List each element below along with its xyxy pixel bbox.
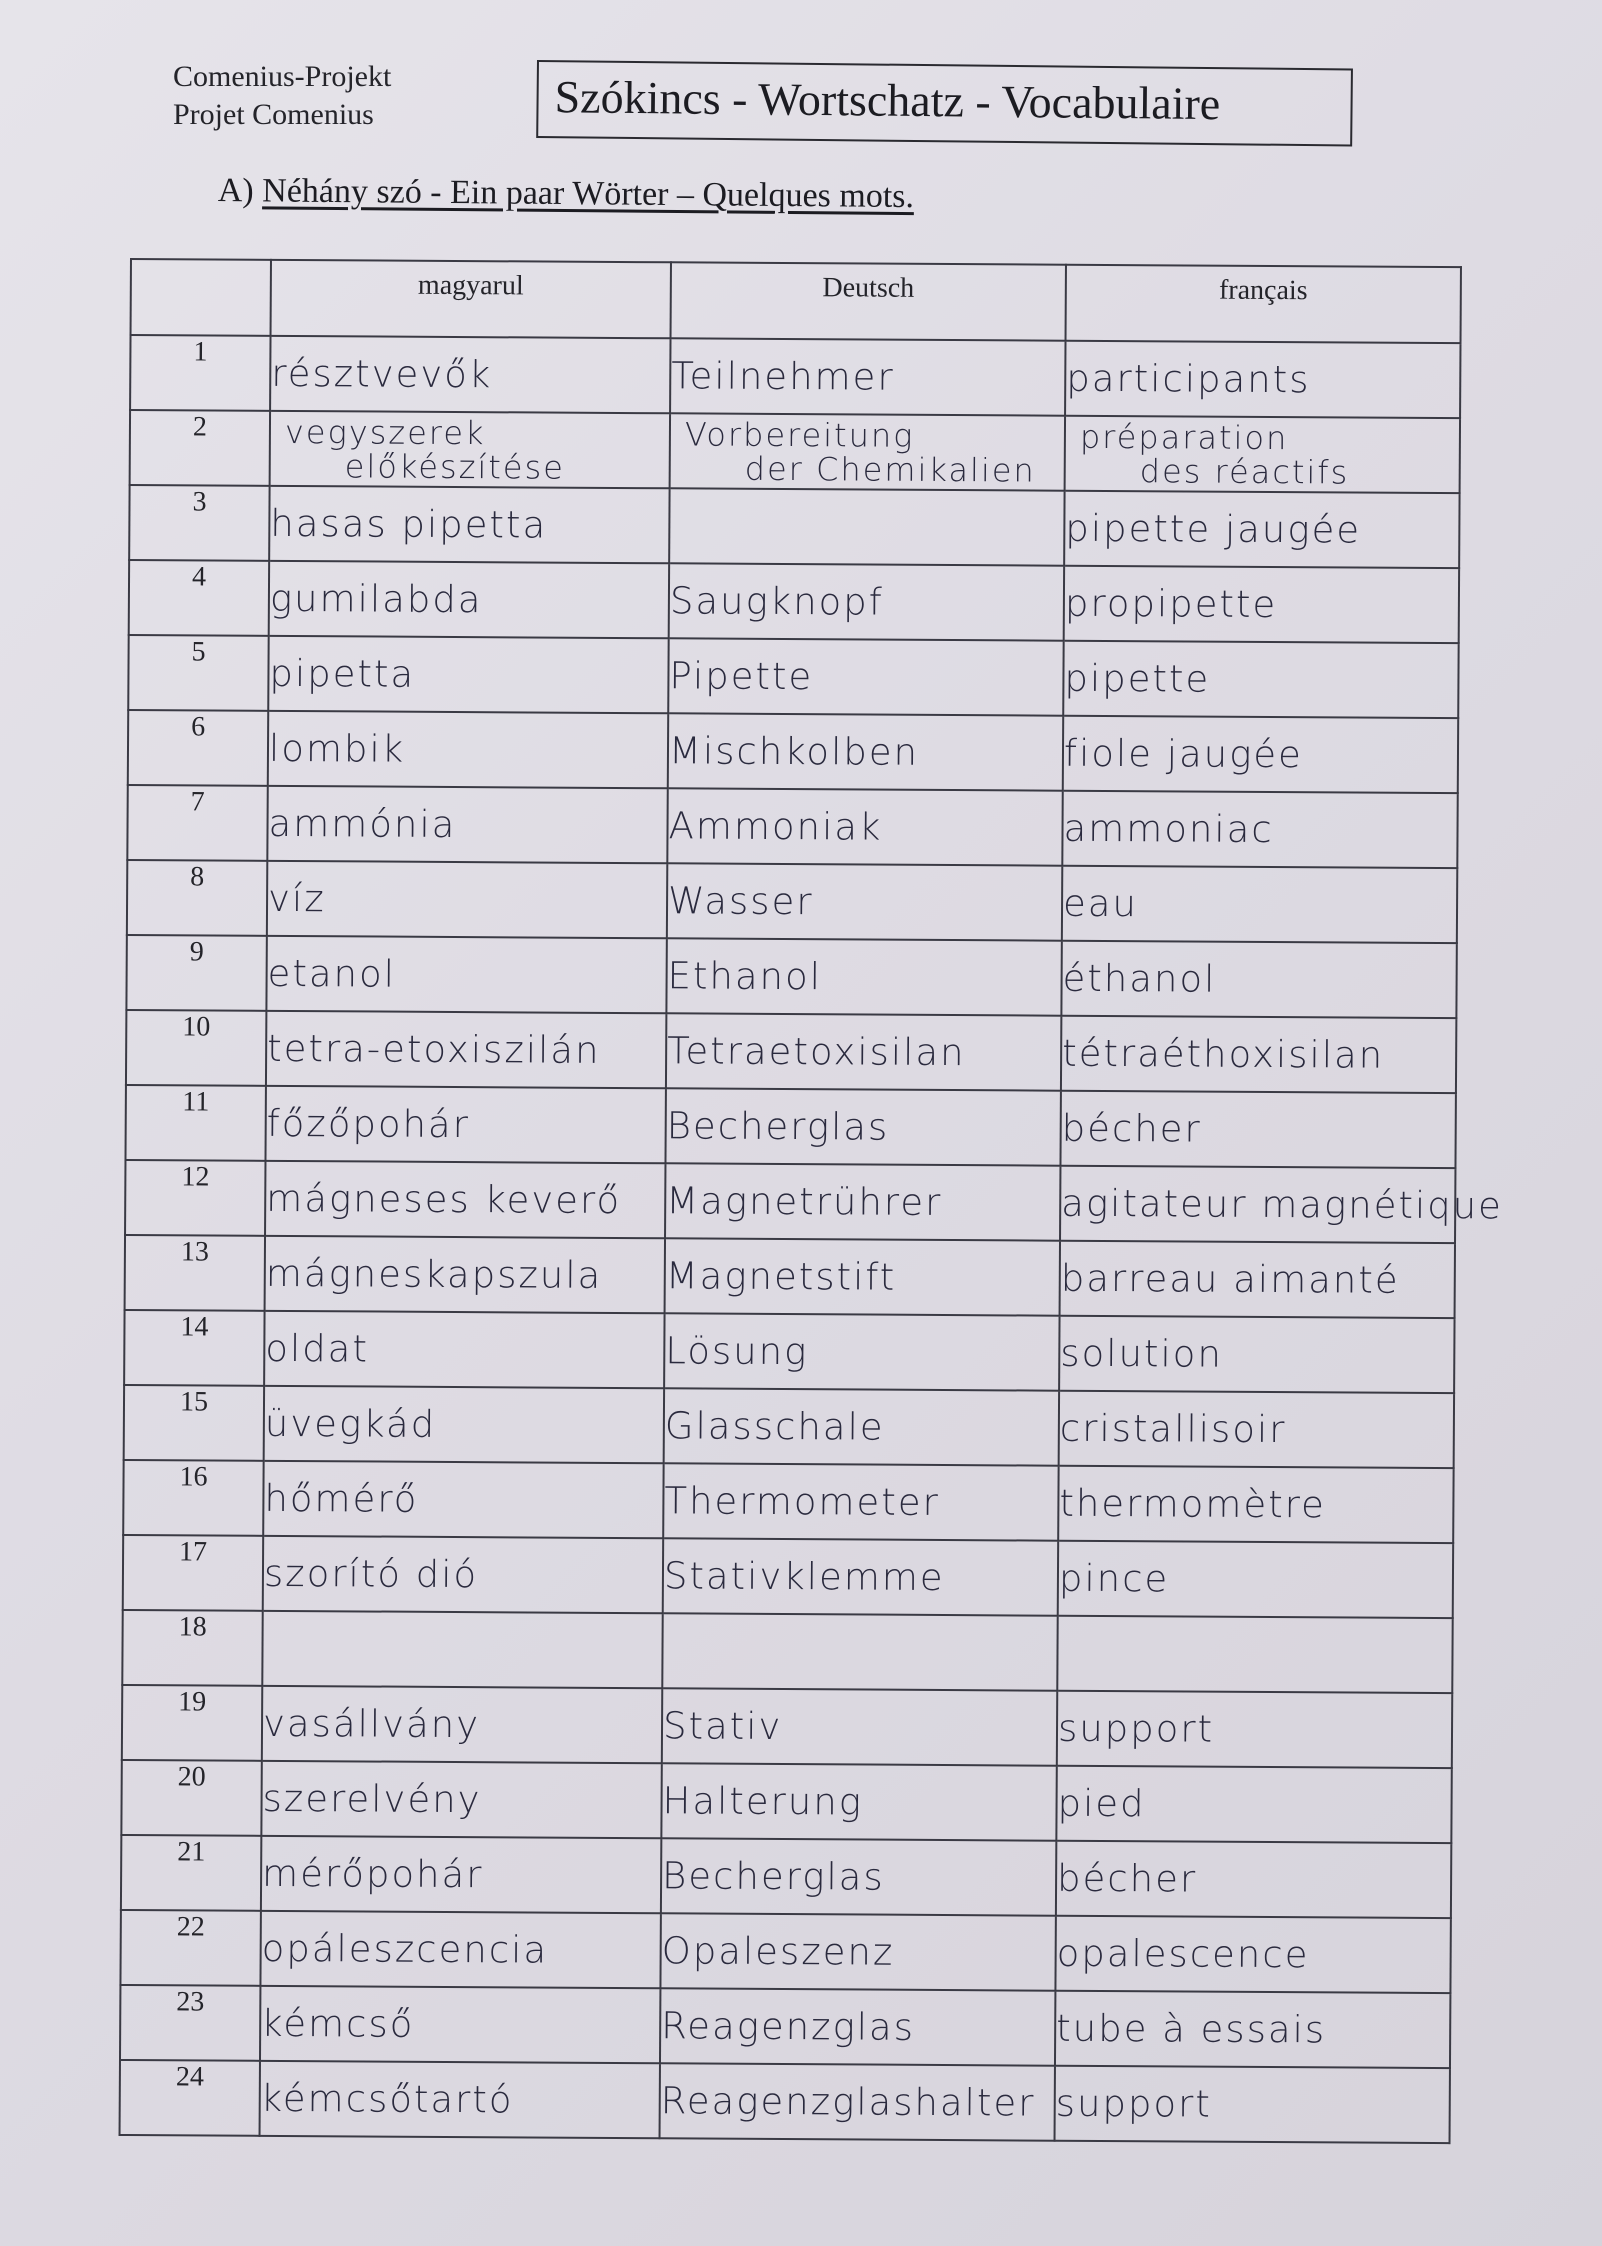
french-term: ammoniac [1062, 791, 1457, 868]
french-term: eau [1062, 866, 1457, 943]
german-term: Pipette [668, 638, 1063, 715]
hungarian-term: mágneskapszula [265, 1236, 665, 1313]
french-term: bécher [1056, 1841, 1451, 1918]
row-number: 17 [123, 1535, 263, 1611]
hungarian-term: lombik [268, 711, 668, 788]
french-term: éthanol [1061, 941, 1456, 1018]
hungarian-term: hasas pipetta [269, 486, 669, 563]
french-term: agitateur magnétique [1060, 1166, 1455, 1243]
german-term: Becherglas [665, 1088, 1060, 1165]
header-hungarian: magyarul [271, 260, 671, 338]
hungarian-term: főzőpohár [265, 1086, 665, 1163]
german-term: Reagenzglashalter [660, 2063, 1055, 2140]
hungarian-term: víz [267, 861, 667, 938]
table-row [126, 935, 1456, 1018]
vocabulary-table [119, 258, 1504, 2144]
french-term: propipette [1064, 566, 1459, 643]
row-number: 16 [123, 1460, 263, 1536]
german-term: Lösung [664, 1313, 1059, 1390]
project-line-1: Comenius-Projekt [173, 60, 392, 93]
french-term: participants [1065, 341, 1460, 418]
german-term-line-1: Vorbereitung [684, 414, 915, 455]
hungarian-term: mágneses keverő [265, 1161, 665, 1238]
page-title: Szókincs - Wortschatz - Vocabulaire [554, 71, 1221, 130]
hungarian-term: kémcső [260, 1986, 660, 2063]
row-number: 15 [124, 1385, 264, 1461]
row-number: 2 [130, 410, 270, 486]
german-term: Magnetstift [665, 1238, 1060, 1315]
german-term: Stativ [662, 1688, 1057, 1765]
hungarian-term: opáleszcencia [260, 1911, 660, 1988]
german-term: Mischkolben [668, 713, 1063, 790]
german-term: Thermometer [663, 1463, 1058, 1540]
row-number: 11 [125, 1085, 265, 1161]
german-term: Tetraetoxisilan [666, 1013, 1061, 1090]
row-number: 22 [120, 1910, 260, 1986]
row-number: 4 [129, 560, 269, 636]
section-marker: A) [217, 172, 254, 210]
row-number: 5 [128, 635, 268, 711]
french-term: pipette jaugée [1064, 491, 1459, 568]
table-row [129, 560, 1459, 643]
table-row [124, 1310, 1454, 1393]
table-row [122, 1610, 1452, 1693]
german-term: Magnetrührer [665, 1163, 1060, 1240]
table-row [123, 1535, 1453, 1618]
hungarian-term: vasállvány [262, 1686, 662, 1763]
row-number: 24 [120, 2060, 260, 2136]
table-row [120, 1985, 1450, 2068]
hungarian-term [262, 1611, 662, 1688]
row-number: 9 [126, 935, 266, 1011]
row-number: 10 [126, 1010, 266, 1086]
french-term: pince [1058, 1541, 1453, 1618]
german-term: Opaleszenz [660, 1913, 1055, 1990]
german-term: Glasschale [664, 1388, 1059, 1465]
hungarian-term: hőmérő [263, 1461, 663, 1538]
german-term: Teilnehmer [670, 338, 1065, 415]
hungarian-term-line-2: előkészítése [344, 446, 566, 487]
row-number: 8 [127, 860, 267, 936]
table-row [130, 410, 1460, 493]
french-term: support [1055, 2066, 1450, 2143]
row-number: 1 [130, 335, 270, 411]
hungarian-term: szerelvény [261, 1761, 661, 1838]
table-row [126, 1010, 1456, 1093]
table-row [127, 785, 1457, 868]
french-term: tétraéthoxisilan [1061, 1016, 1456, 1093]
german-term: Halterung [661, 1763, 1056, 1840]
section-heading-text: Néhány szó - Ein paar Wörter – Quelques mots. [262, 172, 915, 216]
german-term: Ethanol [666, 938, 1061, 1015]
german-term [662, 1613, 1057, 1690]
french-term: barreau aimanté [1060, 1241, 1455, 1318]
title-box [536, 60, 1353, 147]
french-term [1057, 1616, 1452, 1693]
row-number: 12 [125, 1160, 265, 1236]
german-term [670, 413, 1065, 490]
french-term: pipette [1063, 641, 1458, 718]
hungarian-term: oldat [264, 1311, 664, 1388]
vocabulary-table-wrap [119, 258, 1504, 2144]
table-row [125, 1235, 1455, 1318]
hungarian-term-line-1: vegyszerek [284, 412, 486, 452]
table-row [120, 2060, 1450, 2143]
french-term-line-1: préparation [1079, 417, 1289, 457]
hungarian-term: üvegkád [264, 1386, 664, 1463]
hungarian-term: gumilabda [269, 561, 669, 638]
header-german: Deutsch [671, 262, 1066, 340]
french-term: cristallisoir [1059, 1391, 1454, 1468]
table-row [121, 1760, 1451, 1843]
table-row [120, 1910, 1450, 1993]
table-row [128, 710, 1458, 793]
row-number: 19 [122, 1685, 262, 1761]
hungarian-term: tetra-etoxiszilán [266, 1011, 666, 1088]
french-term: opalescence [1055, 1916, 1450, 1993]
french-term: tube à essais [1055, 1991, 1450, 2068]
french-term: solution [1059, 1316, 1454, 1393]
table-header-row [131, 259, 1461, 343]
french-term [1065, 416, 1460, 493]
hungarian-term: pipetta [268, 636, 668, 713]
german-term: Saugknopf [669, 563, 1064, 640]
hungarian-term: résztvevők [270, 336, 670, 413]
table-body [120, 335, 1504, 2143]
table-row [124, 1385, 1454, 1468]
project-line-2: Projet Comenius [173, 98, 374, 131]
french-term: pied [1056, 1766, 1451, 1843]
row-number: 3 [129, 485, 269, 561]
table-row [129, 485, 1459, 568]
row-number: 14 [124, 1310, 264, 1386]
german-term: Reagenzglas [660, 1988, 1055, 2065]
table-row [122, 1685, 1452, 1768]
german-term: Stativklemme [663, 1538, 1058, 1615]
hungarian-term: kémcsőtartó [260, 2061, 660, 2138]
table-row [125, 1085, 1455, 1168]
german-term-line-2: der Chemikalien [744, 449, 1036, 490]
row-number: 23 [120, 1985, 260, 2061]
table-row [125, 1160, 1455, 1243]
table-row [128, 635, 1458, 718]
row-number: 21 [121, 1835, 261, 1911]
hungarian-term [270, 411, 670, 488]
hungarian-term: szorító dió [263, 1536, 663, 1613]
french-term-line-2: des réactifs [1139, 451, 1350, 491]
german-term: Becherglas [661, 1838, 1056, 1915]
hungarian-term: etanol [266, 936, 666, 1013]
row-number: 6 [128, 710, 268, 786]
header-number-cell [131, 259, 271, 336]
row-number: 18 [122, 1610, 262, 1686]
row-number: 7 [127, 785, 267, 861]
row-number: 13 [125, 1235, 265, 1311]
german-term [669, 488, 1064, 565]
german-term: Wasser [667, 863, 1062, 940]
header-french: français [1066, 265, 1461, 343]
french-term: support [1057, 1691, 1452, 1768]
row-number: 20 [121, 1760, 261, 1836]
hungarian-term: ammónia [267, 786, 667, 863]
hungarian-term: mérőpohár [261, 1836, 661, 1913]
project-label [173, 58, 391, 134]
table-row [130, 335, 1460, 418]
french-term: thermomètre [1058, 1466, 1453, 1543]
french-term: fiole jaugée [1063, 716, 1458, 793]
table-row [121, 1835, 1451, 1918]
table-row [123, 1460, 1453, 1543]
table-row [127, 860, 1457, 943]
section-heading [218, 172, 914, 216]
german-term: Ammoniak [667, 788, 1062, 865]
french-term: bécher [1060, 1091, 1455, 1168]
